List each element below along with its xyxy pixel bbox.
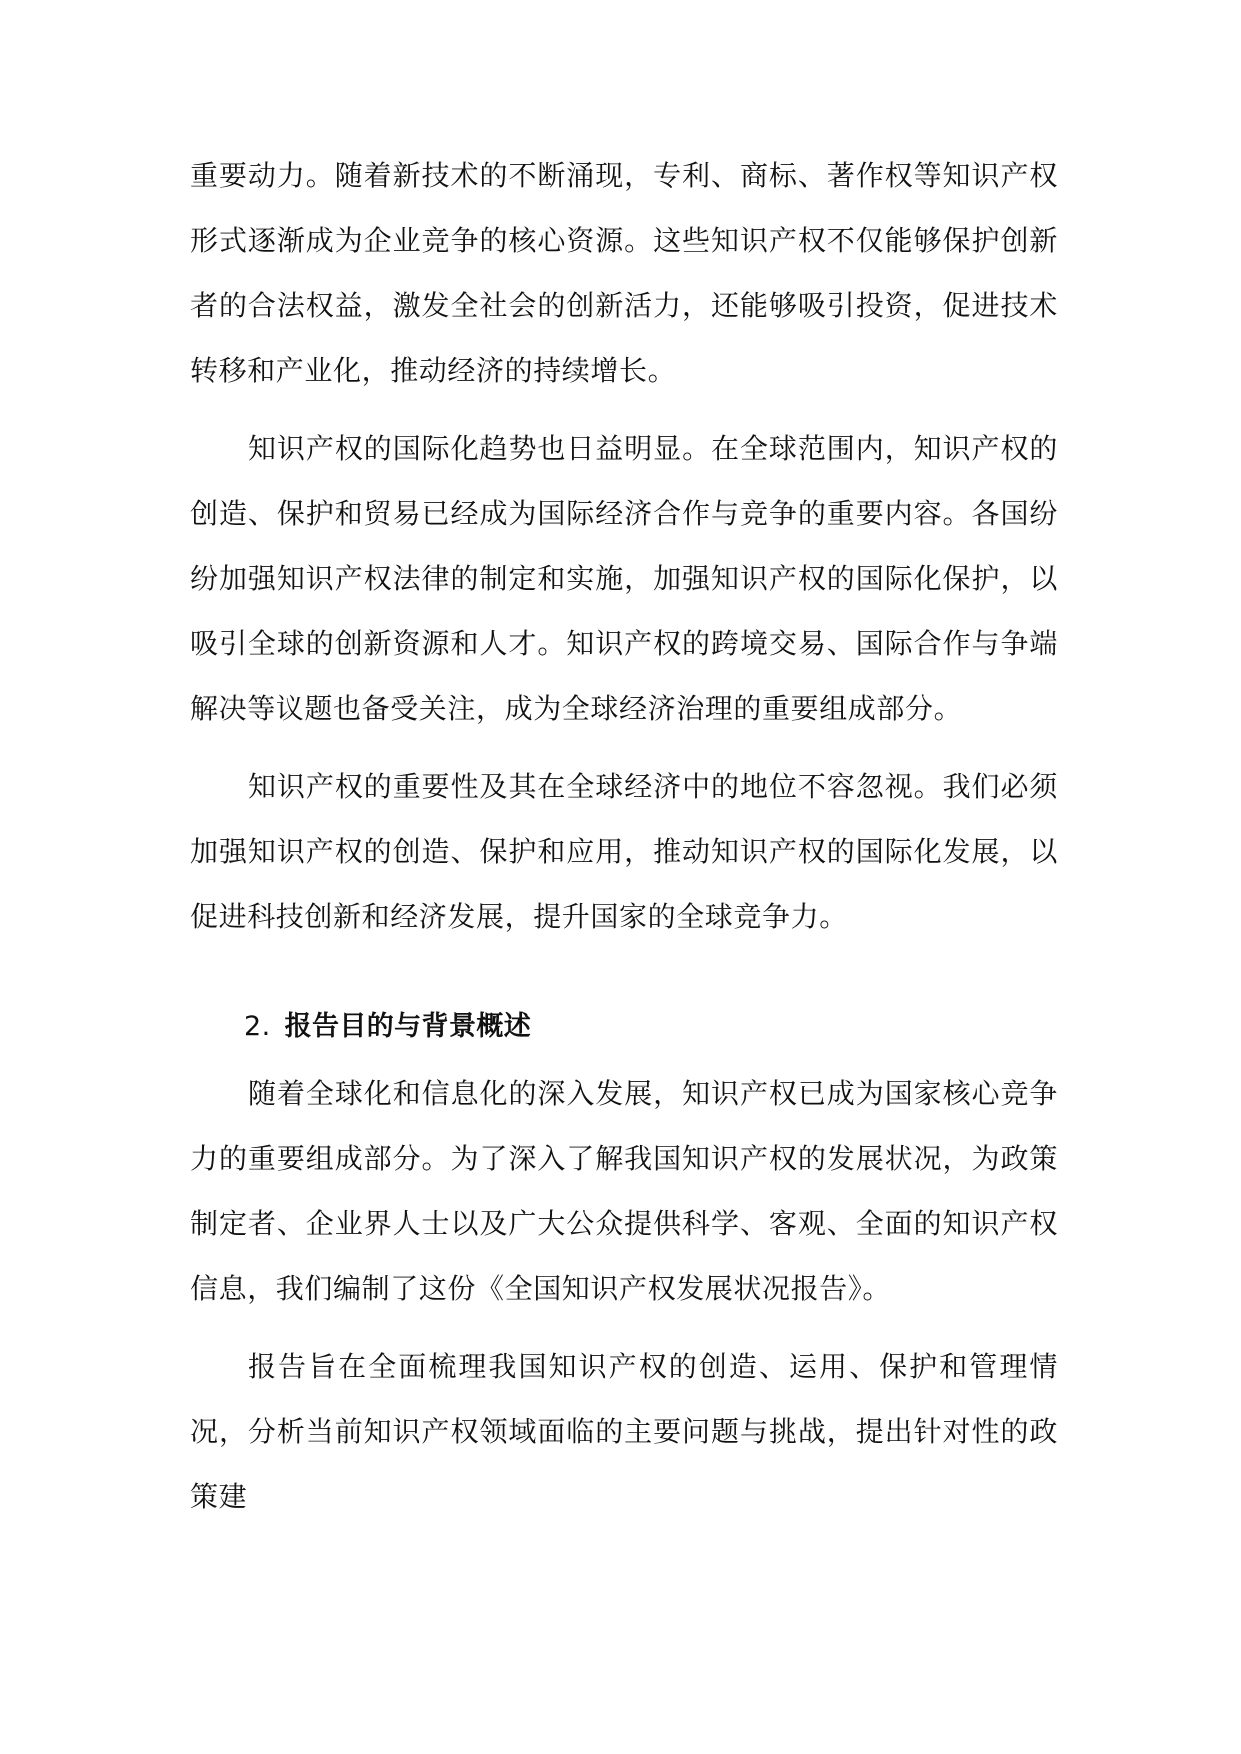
body-paragraph-2: 知识产权的国际化趋势也日益明显。在全球范围内，知识产权的创造、保护和贸易已经成为国际经济合作与竞争的重要内容。各国纷纷加强知识产权法律的制定和实施，加强知识产权的国际化保护，以吸引全球的创新资源和人才。知识产权的跨境交易、国际合作与争端解决等议题也备受关注，成为全球经济治理的重要组成部分。: [190, 432, 1058, 725]
document-body: [190, 143, 1058, 1529]
body-paragraph-1: 重要动力。随着新技术的不断涌现，专利、商标、著作权等知识产权形式逐渐成为企业竞争的核心资源。这些知识产权不仅能够保护创新者的合法权益，激发全社会的创新活力，还能够吸引投资，促进技术转移和产业化，推动经济的持续增长。: [190, 159, 1058, 387]
section-number: 2.: [244, 1011, 271, 1042]
body-paragraph-5: 报告旨在全面梳理我国知识产权的创造、运用、保护和管理情况，分析当前知识产权领域面临的主要问题与挑战，提出针对性的政策建: [190, 1350, 1058, 1513]
section-title: 报告目的与背景概述: [284, 1011, 532, 1042]
body-paragraph-4: 随着全球化和信息化的深入发展，知识产权已成为国家核心竞争力的重要组成部分。为了深入了解我国知识产权的发展状况，为政策制定者、企业界人士以及广大公众提供科学、客观、全面的知识产权信息，我们编制了这份《全国知识产权发展状况报告》。: [190, 1077, 1058, 1305]
section-heading: [190, 994, 1058, 1059]
body-paragraph-3: 知识产权的重要性及其在全球经济中的地位不容忽视。我们必须加强知识产权的创造、保护和应用，推动知识产权的国际化发展，以促进科技创新和经济发展，提升国家的全球竞争力。: [190, 770, 1058, 933]
